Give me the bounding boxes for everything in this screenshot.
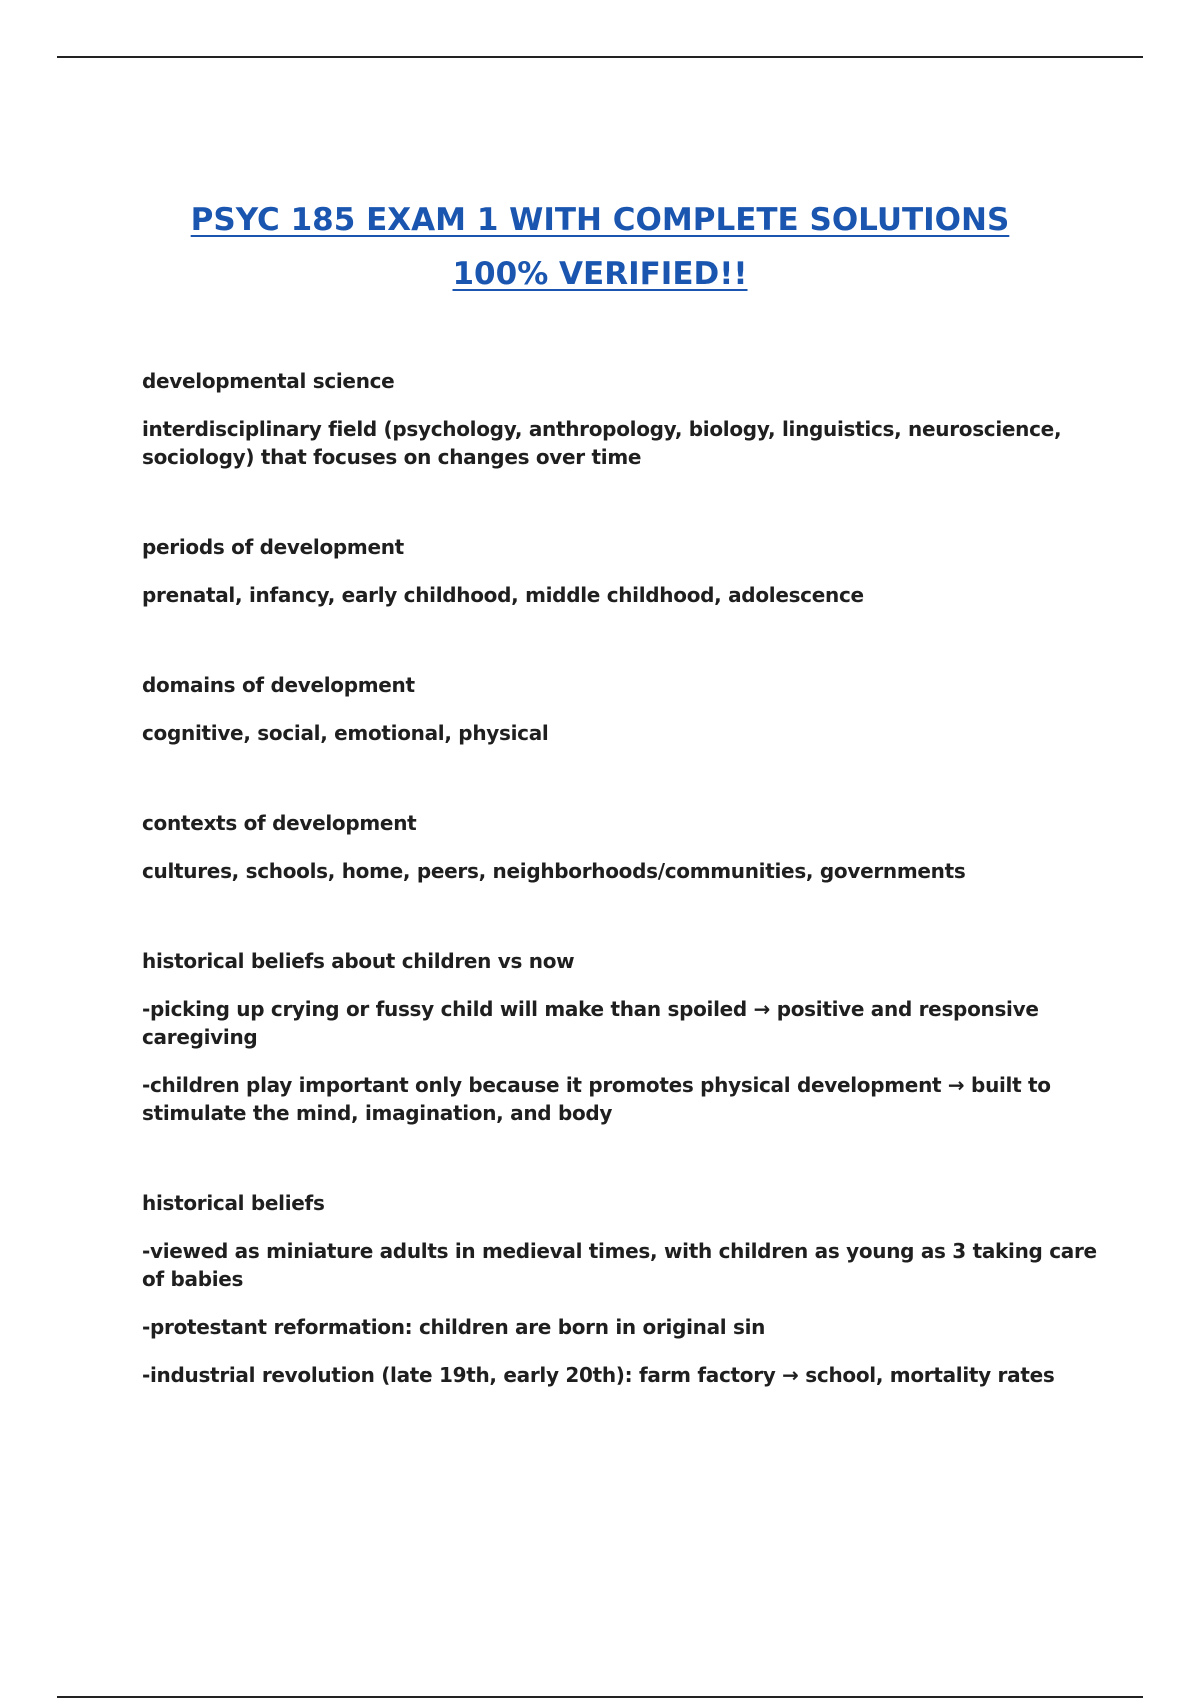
entry-term: contexts of development xyxy=(142,811,417,835)
entry-historical-beliefs xyxy=(142,1189,1102,1389)
footer-rule xyxy=(57,1696,1143,1698)
title-line-2: 100% VERIFIED!! xyxy=(452,256,748,292)
entry-domains-of-development xyxy=(142,671,1102,747)
entry-term: historical beliefs xyxy=(142,1191,325,1215)
entry-definition: -children play important only because it promotes physical development → built to stimulate the mind, imagination, and body xyxy=(142,1073,1051,1125)
entry-term: historical beliefs about children vs now xyxy=(142,949,575,973)
entry-term: developmental science xyxy=(142,369,395,393)
entry-definition: cognitive, social, emotional, physical xyxy=(142,721,549,745)
entry-definition: interdisciplinary field (psychology, anthropology, biology, linguistics, neuroscience, sociology) that focuses on changes over time xyxy=(142,417,1062,469)
header-rule xyxy=(57,56,1143,58)
entry-developmental-science xyxy=(142,367,1102,471)
entry-historical-beliefs-vs-now xyxy=(142,947,1102,1127)
entry-term: domains of development xyxy=(142,673,415,697)
title-line-1: PSYC 185 EXAM 1 WITH COMPLETE SOLUTIONS xyxy=(190,202,1010,238)
entry-periods-of-development xyxy=(142,533,1102,609)
entry-term: periods of development xyxy=(142,535,404,559)
entry-contexts-of-development xyxy=(142,809,1102,885)
entry-definition: cultures, schools, home, peers, neighborhoods/communities, governments xyxy=(142,859,966,883)
entry-definition: -protestant reformation: children are born in original sin xyxy=(142,1315,766,1339)
entry-definition: -picking up crying or fussy child will make than spoiled → positive and responsive caregiving xyxy=(142,997,1039,1049)
entry-definition: -industrial revolution (late 19th, early 20th): farm factory → school, mortality rates xyxy=(142,1363,1055,1387)
flashcard-list xyxy=(142,367,1102,1451)
entry-definition: -viewed as miniature adults in medieval times, with children as young as 3 taking care of babies xyxy=(142,1239,1097,1291)
document-title xyxy=(0,193,1200,301)
entry-definition: prenatal, infancy, early childhood, middle childhood, adolescence xyxy=(142,583,864,607)
